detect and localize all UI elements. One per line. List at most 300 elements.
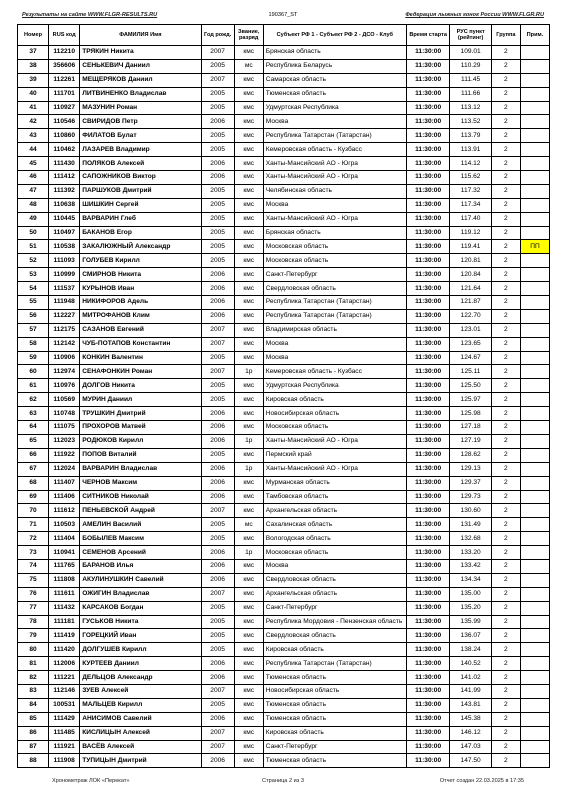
cell-rank: кмс bbox=[234, 601, 263, 615]
table-row bbox=[18, 393, 550, 407]
cell-note bbox=[520, 282, 549, 296]
cell-start-time: 11:30:00 bbox=[406, 240, 450, 254]
cell-region: Свердловская область bbox=[263, 629, 406, 643]
cell-name: САПОЖНИКОВ Виктор bbox=[80, 171, 201, 185]
cell-number: 55 bbox=[18, 296, 49, 310]
cell-start-time: 11:30:00 bbox=[406, 73, 450, 87]
cell-number: 48 bbox=[18, 198, 49, 212]
cell-start-time: 11:30:00 bbox=[406, 712, 450, 726]
cell-number: 66 bbox=[18, 448, 49, 462]
cell-name: АНИСИМОВ Савелий bbox=[80, 712, 201, 726]
cell-rus-code: 111430 bbox=[49, 157, 80, 171]
cell-group: 2 bbox=[491, 282, 520, 296]
cell-number: 63 bbox=[18, 407, 49, 421]
cell-number: 83 bbox=[18, 684, 49, 698]
cell-rating: 125.11 bbox=[450, 365, 491, 379]
col-note: Прим. bbox=[520, 25, 549, 46]
cell-note bbox=[520, 184, 549, 198]
cell-number: 85 bbox=[18, 712, 49, 726]
cell-note bbox=[520, 754, 549, 768]
cell-note bbox=[520, 337, 549, 351]
cell-name: ЧЕРНОВ Максим bbox=[80, 476, 201, 490]
cell-birth-year: 2005 bbox=[201, 101, 234, 115]
start-list-table bbox=[17, 24, 550, 768]
cell-rank: кмс bbox=[234, 671, 263, 685]
cell-region: Кировская область bbox=[263, 726, 406, 740]
cell-name: ДОЛГУШЕВ Кирилл bbox=[80, 643, 201, 657]
table-row bbox=[18, 434, 550, 448]
cell-rank: кмс bbox=[234, 476, 263, 490]
cell-rating: 145.38 bbox=[450, 712, 491, 726]
cell-note bbox=[520, 157, 549, 171]
cell-rating: 117.34 bbox=[450, 198, 491, 212]
cell-group: 2 bbox=[491, 212, 520, 226]
table-row bbox=[18, 698, 550, 712]
cell-name: АМЕЛИН Василий bbox=[80, 518, 201, 532]
cell-birth-year: 2007 bbox=[201, 337, 234, 351]
cell-rus-code: 111412 bbox=[49, 171, 80, 185]
cell-start-time: 11:30:00 bbox=[406, 254, 450, 268]
cell-birth-year: 2005 bbox=[201, 226, 234, 240]
cell-note bbox=[520, 587, 549, 601]
cell-start-time: 11:30:00 bbox=[406, 351, 450, 365]
cell-number: 62 bbox=[18, 393, 49, 407]
cell-name: ЛИТВИНЕНКО Владислав bbox=[80, 87, 201, 101]
cell-rank: кмс bbox=[234, 143, 263, 157]
cell-rus-code: 110538 bbox=[49, 240, 80, 254]
cell-birth-year: 2006 bbox=[201, 268, 234, 282]
cell-rating: 127.18 bbox=[450, 421, 491, 435]
cell-birth-year: 2007 bbox=[201, 46, 234, 60]
table-row bbox=[18, 490, 550, 504]
cell-birth-year: 2005 bbox=[201, 698, 234, 712]
results-site-link[interactable]: Результаты на сайте WWW.FLGR-RESULTS.RU bbox=[22, 12, 158, 18]
cell-note bbox=[520, 226, 549, 240]
cell-region: Свердловская область bbox=[263, 282, 406, 296]
cell-group: 2 bbox=[491, 407, 520, 421]
cell-rank: кмс bbox=[234, 587, 263, 601]
cell-region: Санкт-Петербург bbox=[263, 268, 406, 282]
cell-start-time: 11:30:00 bbox=[406, 365, 450, 379]
cell-rus-code: 112974 bbox=[49, 365, 80, 379]
cell-number: 70 bbox=[18, 504, 49, 518]
cell-number: 59 bbox=[18, 351, 49, 365]
table-row bbox=[18, 296, 550, 310]
cell-birth-year: 2006 bbox=[201, 712, 234, 726]
cell-rank: кмс bbox=[234, 657, 263, 671]
cell-birth-year: 2007 bbox=[201, 740, 234, 754]
col-region: Субъект РФ 1 - Субъект РФ 2 - ДСО - Клуб bbox=[263, 25, 406, 46]
cell-birth-year: 2006 bbox=[201, 671, 234, 685]
cell-start-time: 11:30:00 bbox=[406, 740, 450, 754]
cell-rating: 133.42 bbox=[450, 559, 491, 573]
cell-region: Архангельская область bbox=[263, 587, 406, 601]
cell-group: 2 bbox=[491, 351, 520, 365]
cell-birth-year: 2006 bbox=[201, 309, 234, 323]
cell-note bbox=[520, 268, 549, 282]
cell-rus-code: 111922 bbox=[49, 448, 80, 462]
federation-site-link[interactable]: Федерация лыжных гонок России WWW.FLGR.RU bbox=[405, 12, 544, 18]
cell-group: 2 bbox=[491, 365, 520, 379]
cell-start-time: 11:30:00 bbox=[406, 518, 450, 532]
table-row bbox=[18, 268, 550, 282]
cell-rus-code: 112210 bbox=[49, 46, 80, 60]
table-header-row bbox=[18, 25, 550, 46]
cell-number: 47 bbox=[18, 184, 49, 198]
cell-number: 67 bbox=[18, 462, 49, 476]
table-row bbox=[18, 379, 550, 393]
cell-name: ВАСЁВ Алексей bbox=[80, 740, 201, 754]
cell-region: Москва bbox=[263, 115, 406, 129]
cell-rating: 129.37 bbox=[450, 476, 491, 490]
cell-start-time: 11:30:00 bbox=[406, 157, 450, 171]
cell-start-time: 11:30:00 bbox=[406, 337, 450, 351]
cell-note bbox=[520, 73, 549, 87]
cell-region: Мурманская область bbox=[263, 476, 406, 490]
cell-birth-year: 2007 bbox=[201, 365, 234, 379]
cell-birth-year: 2006 bbox=[201, 421, 234, 435]
cell-note bbox=[520, 740, 549, 754]
cell-name: ДОЛГОВ Никита bbox=[80, 379, 201, 393]
cell-rank: кмс bbox=[234, 726, 263, 740]
cell-group: 2 bbox=[491, 657, 520, 671]
cell-start-time: 11:30:00 bbox=[406, 684, 450, 698]
cell-name: РОДЮКОВ Кирилл bbox=[80, 434, 201, 448]
cell-group: 2 bbox=[491, 379, 520, 393]
cell-start-time: 11:30:00 bbox=[406, 296, 450, 310]
cell-rus-code: 111701 bbox=[49, 87, 80, 101]
cell-rating: 114.12 bbox=[450, 157, 491, 171]
cell-rank: кмс bbox=[234, 740, 263, 754]
cell-name: СИТНИКОВ Николай bbox=[80, 490, 201, 504]
cell-rating: 117.32 bbox=[450, 184, 491, 198]
cell-note bbox=[520, 87, 549, 101]
cell-rating: 125.98 bbox=[450, 407, 491, 421]
cell-start-time: 11:30:00 bbox=[406, 462, 450, 476]
cell-number: 50 bbox=[18, 226, 49, 240]
cell-rus-code: 111432 bbox=[49, 601, 80, 615]
cell-region: Новосибирская область bbox=[263, 407, 406, 421]
timing-provider: Хронометраж ЛОК «Перекат» bbox=[52, 778, 130, 784]
cell-group: 2 bbox=[491, 643, 520, 657]
cell-name: ПОЛЯКОВ Алексей bbox=[80, 157, 201, 171]
cell-rus-code: 111612 bbox=[49, 504, 80, 518]
cell-birth-year: 2005 bbox=[201, 240, 234, 254]
cell-region: Республика Мордовия - Пензенская область bbox=[263, 615, 406, 629]
table-row bbox=[18, 726, 550, 740]
cell-name: СЕМЕНОВ Арсений bbox=[80, 546, 201, 560]
cell-number: 61 bbox=[18, 379, 49, 393]
table-row bbox=[18, 407, 550, 421]
cell-region: Тюменская область bbox=[263, 754, 406, 768]
cell-start-time: 11:30:00 bbox=[406, 587, 450, 601]
cell-rating: 141.02 bbox=[450, 671, 491, 685]
cell-number: 39 bbox=[18, 73, 49, 87]
cell-number: 60 bbox=[18, 365, 49, 379]
cell-note bbox=[520, 698, 549, 712]
cell-name: ПОПОВ Виталий bbox=[80, 448, 201, 462]
table-row bbox=[18, 184, 550, 198]
cell-group: 2 bbox=[491, 684, 520, 698]
cell-name: ОЖИГИН Владислав bbox=[80, 587, 201, 601]
cell-region: Тюменская область bbox=[263, 712, 406, 726]
cell-note bbox=[520, 615, 549, 629]
cell-rank: 1р bbox=[234, 462, 263, 476]
cell-note bbox=[520, 198, 549, 212]
cell-rank: кмс bbox=[234, 684, 263, 698]
cell-note bbox=[520, 546, 549, 560]
cell-rating: 135.00 bbox=[450, 587, 491, 601]
cell-rank: кмс bbox=[234, 254, 263, 268]
cell-number: 41 bbox=[18, 101, 49, 115]
cell-number: 82 bbox=[18, 671, 49, 685]
cell-rus-code: 110503 bbox=[49, 518, 80, 532]
cell-birth-year: 2006 bbox=[201, 115, 234, 129]
table-row bbox=[18, 643, 550, 657]
cell-note bbox=[520, 448, 549, 462]
cell-rating: 121.87 bbox=[450, 296, 491, 310]
cell-birth-year: 2005 bbox=[201, 59, 234, 73]
cell-rating: 125.97 bbox=[450, 393, 491, 407]
cell-region: Московская область bbox=[263, 546, 406, 560]
cell-rus-code: 100531 bbox=[49, 698, 80, 712]
cell-name: ВАРВАРИН Глеб bbox=[80, 212, 201, 226]
cell-rus-code: 110999 bbox=[49, 268, 80, 282]
cell-name: КУРЫНОВ Иван bbox=[80, 282, 201, 296]
cell-birth-year: 2005 bbox=[201, 629, 234, 643]
cell-name: БАКАНОВ Егор bbox=[80, 226, 201, 240]
table-row bbox=[18, 351, 550, 365]
cell-region: Архангельская область bbox=[263, 504, 406, 518]
cell-rating: 113.79 bbox=[450, 129, 491, 143]
cell-birth-year: 2006 bbox=[201, 559, 234, 573]
cell-group: 2 bbox=[491, 712, 520, 726]
cell-rank: кмс bbox=[234, 379, 263, 393]
cell-number: 73 bbox=[18, 546, 49, 560]
cell-region: Сахалинская область bbox=[263, 518, 406, 532]
col-name: ФАМИЛИЯ Имя bbox=[80, 25, 201, 46]
cell-number: 80 bbox=[18, 643, 49, 657]
cell-number: 49 bbox=[18, 212, 49, 226]
cell-name: СМИРНОВ Никита bbox=[80, 268, 201, 282]
document-code: 190367_ST bbox=[268, 12, 298, 18]
cell-rank: кмс bbox=[234, 323, 263, 337]
cell-rating: 141.99 bbox=[450, 684, 491, 698]
cell-birth-year: 2006 bbox=[201, 462, 234, 476]
cell-birth-year: 2007 bbox=[201, 323, 234, 337]
cell-rating: 129.73 bbox=[450, 490, 491, 504]
cell-rating: 119.12 bbox=[450, 226, 491, 240]
cell-number: 44 bbox=[18, 143, 49, 157]
cell-rank: кмс bbox=[234, 421, 263, 435]
cell-rus-code: 111948 bbox=[49, 296, 80, 310]
cell-note bbox=[520, 59, 549, 73]
cell-rank: кмс bbox=[234, 351, 263, 365]
cell-group: 2 bbox=[491, 115, 520, 129]
table-row bbox=[18, 671, 550, 685]
cell-rating: 113.12 bbox=[450, 101, 491, 115]
table-row bbox=[18, 46, 550, 60]
cell-name: ГОРЕЦКИЙ Иван bbox=[80, 629, 201, 643]
cell-start-time: 11:30:00 bbox=[406, 504, 450, 518]
cell-region: Республика Татарстан (Татарстан) bbox=[263, 296, 406, 310]
cell-rus-code: 110569 bbox=[49, 393, 80, 407]
cell-name: ЧУБ-ПОТАПОВ Константин bbox=[80, 337, 201, 351]
cell-region: Тюменская область bbox=[263, 698, 406, 712]
cell-start-time: 11:30:00 bbox=[406, 448, 450, 462]
table-row bbox=[18, 282, 550, 296]
cell-start-time: 11:30:00 bbox=[406, 532, 450, 546]
cell-rating: 123.01 bbox=[450, 323, 491, 337]
cell-name: ТРУШКИН Дмитрий bbox=[80, 407, 201, 421]
cell-name: ШИШКИН Сергей bbox=[80, 198, 201, 212]
table-row bbox=[18, 171, 550, 185]
cell-name: ВАРВАРИН Владислав bbox=[80, 462, 201, 476]
cell-note bbox=[520, 115, 549, 129]
table-row bbox=[18, 337, 550, 351]
cell-birth-year: 2006 bbox=[201, 157, 234, 171]
cell-number: 86 bbox=[18, 726, 49, 740]
table-row bbox=[18, 157, 550, 171]
cell-rating: 131.49 bbox=[450, 518, 491, 532]
cell-number: 54 bbox=[18, 282, 49, 296]
cell-rating: 140.52 bbox=[450, 657, 491, 671]
cell-rank: кмс bbox=[234, 268, 263, 282]
cell-rank: кмс bbox=[234, 448, 263, 462]
cell-birth-year: 2005 bbox=[201, 379, 234, 393]
cell-group: 2 bbox=[491, 157, 520, 171]
report-created: Отчет создан 22.03.2025 в 17:35 bbox=[439, 778, 524, 784]
cell-name: КОНКИН Валентин bbox=[80, 351, 201, 365]
cell-group: 2 bbox=[491, 476, 520, 490]
cell-region: Ханты-Мансийский АО - Югра bbox=[263, 462, 406, 476]
cell-group: 2 bbox=[491, 87, 520, 101]
cell-rating: 129.13 bbox=[450, 462, 491, 476]
cell-start-time: 11:30:00 bbox=[406, 198, 450, 212]
cell-region: Москва bbox=[263, 559, 406, 573]
cell-group: 2 bbox=[491, 546, 520, 560]
cell-number: 88 bbox=[18, 754, 49, 768]
cell-start-time: 11:30:00 bbox=[406, 601, 450, 615]
cell-start-time: 11:30:00 bbox=[406, 573, 450, 587]
cell-birth-year: 2006 bbox=[201, 476, 234, 490]
cell-birth-year: 2006 bbox=[201, 171, 234, 185]
table-row bbox=[18, 240, 550, 254]
page-header bbox=[22, 12, 544, 22]
cell-rus-code: 111429 bbox=[49, 712, 80, 726]
cell-note bbox=[520, 712, 549, 726]
cell-start-time: 11:30:00 bbox=[406, 726, 450, 740]
col-rank: Звание, разряд bbox=[234, 25, 263, 46]
cell-rank: кмс bbox=[234, 115, 263, 129]
cell-group: 2 bbox=[491, 309, 520, 323]
cell-name: МИТРОФАНОВ Клим bbox=[80, 309, 201, 323]
cell-rating: 138.24 bbox=[450, 643, 491, 657]
cell-group: 2 bbox=[491, 296, 520, 310]
cell-birth-year: 2006 bbox=[201, 434, 234, 448]
cell-rating: 136.07 bbox=[450, 629, 491, 643]
cell-start-time: 11:30:00 bbox=[406, 407, 450, 421]
cell-birth-year: 2006 bbox=[201, 754, 234, 768]
cell-number: 74 bbox=[18, 559, 49, 573]
page-number: Страница 2 из 3 bbox=[262, 778, 304, 784]
cell-region: Московская область bbox=[263, 254, 406, 268]
cell-rank: 1р bbox=[234, 434, 263, 448]
cell-start-time: 11:30:00 bbox=[406, 698, 450, 712]
cell-start-time: 11:30:00 bbox=[406, 657, 450, 671]
cell-note bbox=[520, 726, 549, 740]
cell-birth-year: 2007 bbox=[201, 587, 234, 601]
cell-region: Москва bbox=[263, 351, 406, 365]
cell-start-time: 11:30:00 bbox=[406, 268, 450, 282]
col-start-time: Время старта bbox=[406, 25, 450, 46]
cell-rus-code: 112142 bbox=[49, 337, 80, 351]
cell-rus-code: 110748 bbox=[49, 407, 80, 421]
col-birth-year: Год рожд. bbox=[201, 25, 234, 46]
cell-group: 2 bbox=[491, 698, 520, 712]
cell-note bbox=[520, 254, 549, 268]
cell-region: Самарская область bbox=[263, 73, 406, 87]
cell-number: 40 bbox=[18, 87, 49, 101]
cell-rank: кмс bbox=[234, 559, 263, 573]
cell-number: 75 bbox=[18, 573, 49, 587]
cell-rus-code: 112146 bbox=[49, 684, 80, 698]
cell-name: ПРОХОРОВ Матвей bbox=[80, 421, 201, 435]
cell-rank: 1р bbox=[234, 546, 263, 560]
cell-name: БОБЫЛЕВ Максим bbox=[80, 532, 201, 546]
cell-birth-year: 2007 bbox=[201, 726, 234, 740]
cell-start-time: 11:30:00 bbox=[406, 143, 450, 157]
cell-rus-code: 110927 bbox=[49, 101, 80, 115]
cell-rank: кмс bbox=[234, 615, 263, 629]
cell-number: 57 bbox=[18, 323, 49, 337]
cell-start-time: 11:30:00 bbox=[406, 184, 450, 198]
cell-group: 2 bbox=[491, 573, 520, 587]
cell-name: ПЕНЬЕВСКОЙ Андрей bbox=[80, 504, 201, 518]
cell-start-time: 11:30:00 bbox=[406, 212, 450, 226]
cell-group: 2 bbox=[491, 73, 520, 87]
cell-birth-year: 2005 bbox=[201, 518, 234, 532]
cell-rus-code: 110497 bbox=[49, 226, 80, 240]
cell-number: 42 bbox=[18, 115, 49, 129]
table-row bbox=[18, 629, 550, 643]
cell-rus-code: 110445 bbox=[49, 212, 80, 226]
cell-rank: кмс bbox=[234, 504, 263, 518]
cell-note bbox=[520, 309, 549, 323]
cell-birth-year: 2005 bbox=[201, 87, 234, 101]
cell-group: 2 bbox=[491, 601, 520, 615]
cell-rank: кмс bbox=[234, 226, 263, 240]
cell-note bbox=[520, 601, 549, 615]
table-row bbox=[18, 101, 550, 115]
table-row bbox=[18, 226, 550, 240]
cell-note bbox=[520, 323, 549, 337]
cell-rank: кмс bbox=[234, 643, 263, 657]
cell-rating: 147.03 bbox=[450, 740, 491, 754]
cell-group: 2 bbox=[491, 226, 520, 240]
cell-rank: кмс bbox=[234, 129, 263, 143]
cell-rank: кмс bbox=[234, 532, 263, 546]
cell-region: Кировская область bbox=[263, 643, 406, 657]
table-row bbox=[18, 143, 550, 157]
cell-rus-code: 110976 bbox=[49, 379, 80, 393]
cell-region: Вологодская область bbox=[263, 532, 406, 546]
cell-rating: 146.12 bbox=[450, 726, 491, 740]
cell-rus-code: 110462 bbox=[49, 143, 80, 157]
cell-region: Удмуртская Республика bbox=[263, 101, 406, 115]
cell-rank: кмс bbox=[234, 212, 263, 226]
cell-rank: 1р bbox=[234, 365, 263, 379]
